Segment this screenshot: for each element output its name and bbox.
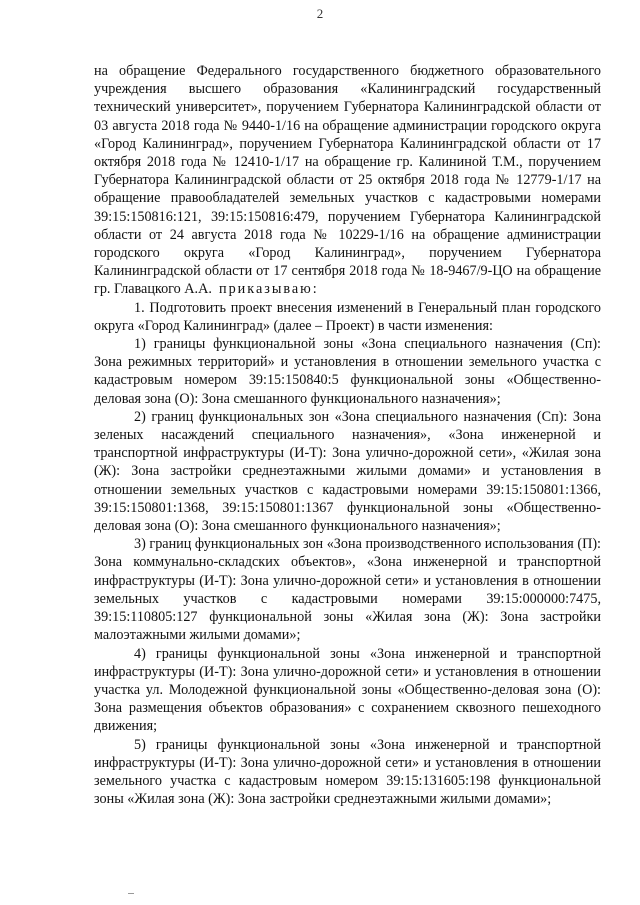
intro-paragraph <box>94 62 601 299</box>
order-word: приказываю: <box>218 281 319 298</box>
subitem-4-paragraph: 4) границы функциональной зоны «Зона инженерной и транспортной инфраструктуры (И-Т): Зона улично-дорожной сети» и установления в отношении участка ул. Молодежной функциональной зоны «Общественно-деловая зона (О): Зона размещения объектов образования» с сохранением сквозного пешеходного движения; <box>94 645 601 735</box>
subitem-3-paragraph: 3) границ функциональных зон «Зона производственного использования (П): Зона коммунально-складских объектов», «Зона инженерной и транспортной инфраструктуры (И-Т): Зона улично-дорожной сети» и установления в отношении земельных участков с кадастровыми номерами 39:15:000000:7475, 39:15:110805:127 функциональной зоны «Жилая зона (Ж): Зона застройки малоэтажными жилыми домами»; <box>94 536 601 644</box>
subitem-1-paragraph: 1) границы функциональной зоны «Зона специального назначения (Сп): Зона режимных территорий» и установления в отношении земельного участка с кадастровым номером 39:15:150840:5 функциональной зоны «Общественно-деловая зона (О): Зона смешанного функционального назначения»; <box>94 336 601 407</box>
intro-text: на обращение Федерального государственного бюджетного образовательного учреждения высшего образования «Калининградский государственный технический университет», поручением Губернатора Калининградской области от 03 августа 2018 года № 9440-1/16 на обращение администрации городского округа «Город Калининград», поручением Губернатора Калининградской области от 17 октября 2018 года № 12410-1/17 на обращение гр. Калининой Т.М., поручением Губернатора Калининградской области от 25 октября 2018 года № 12779-1/17 на обращение правообладателей земельных участков с кадастровыми номерами 39:15:150816:121, 39:15:150816:479, поручением Губернатора Калининградской области от 24 августа 2018 года № 10229-1/16 на обращение администрации городского округа «Город Калининград», поручением Губернатора Калининградской области от 17 сентября 2018 года № 18-9467/9-ЦО на обращение гр. Главацкого А.А. <box>94 63 601 298</box>
subitem-2-paragraph: 2) границ функциональных зон «Зона специального назначения (Сп): Зона зеленых насаждений специального назначения», «Зона инженерной и транспортной инфраструктуры (И-Т): Зона улично-дорожной сети», «Жилая зона (Ж): Зона застройки среднеэтажными жилыми домами» и установления в отношении земельных участков с кадастровыми номерами 39:15:150801:1366, 39:15:150801:1368, 39:15:150801:1367 функциональной зоны «Общественно-деловая зона (О): Зона смешанного функционального назначения»; <box>94 408 601 535</box>
item-1-paragraph: 1. Подготовить проект внесения изменений в Генеральный план городского округа «Город Калининград» (далее – Проект) в части изменения: <box>94 299 601 334</box>
document-body <box>94 62 601 808</box>
subitem-5-paragraph: 5) границы функциональной зоны «Зона инженерной и транспортной инфраструктуры (И-Т): Зона улично-дорожной сети» и установления в отношении земельного участка с кадастровым номером 39:15:131605:198 функциональной зоны «Жилая зона (Ж): Зона застройки среднеэтажными жилыми домами»; <box>94 736 601 808</box>
page-number: 2 <box>316 6 324 21</box>
scan-mark <box>128 893 134 894</box>
